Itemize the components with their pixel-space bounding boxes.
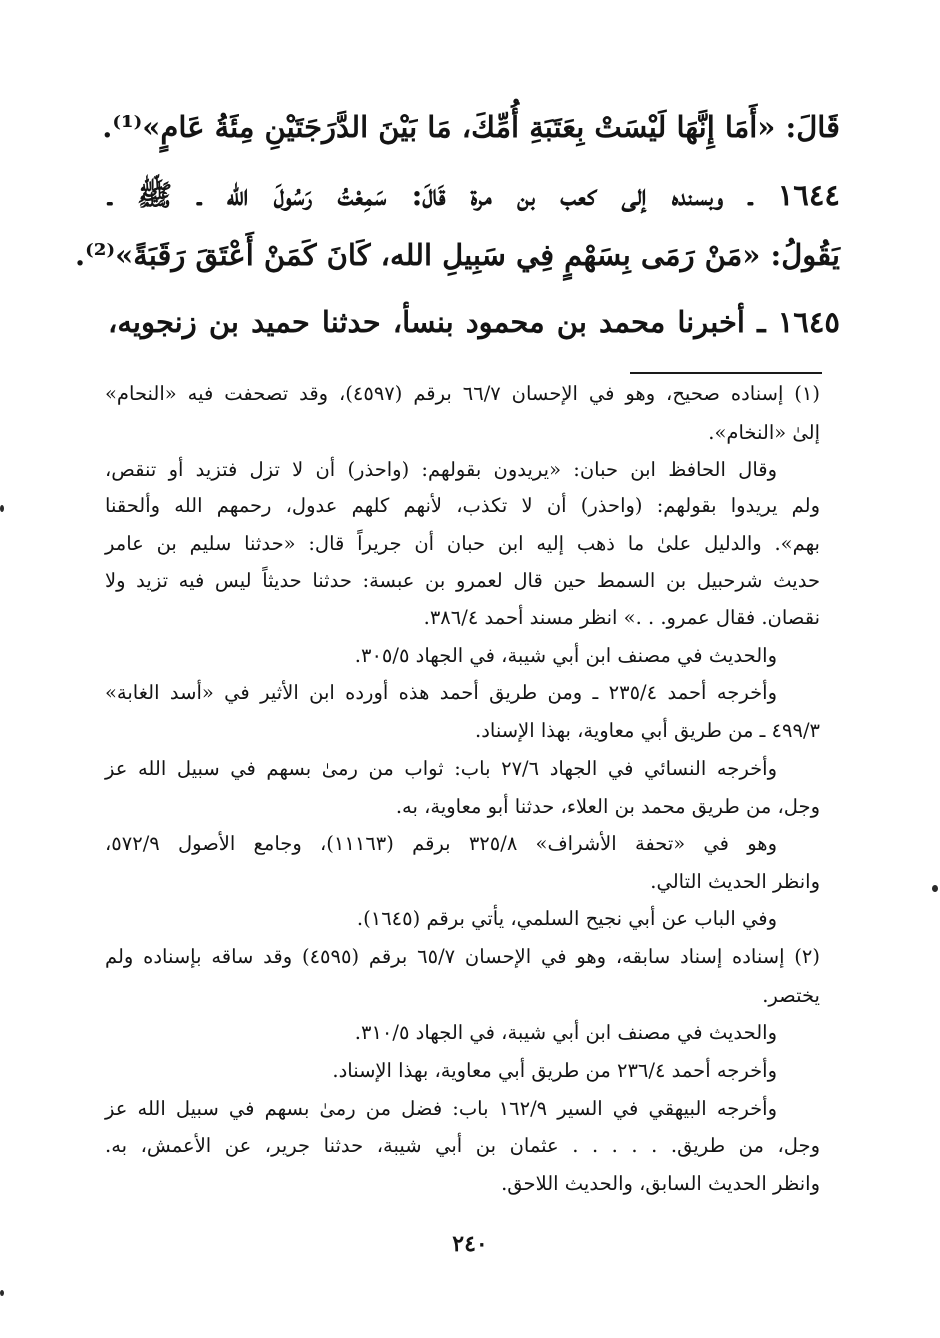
footnote-line: وجل، من طريق محمد بن العلاء، حدثنا أبو معاوية، به. bbox=[395, 795, 820, 818]
footnote-line: ولم يريدوا بقولهم: (واحذر) أن لا تكذب، لأنهم كلهم عدول، رحمهم الله وألحقنا bbox=[105, 494, 820, 517]
footnote-line: وانظر الحديث التالي. bbox=[650, 870, 820, 893]
hadith-1644-line: ١٦٤٤ ـ وبسنده إلى كعب بن مرة قَالَ: سَمِعْتُ رَسُولَ الله ـ ﷺ ـ bbox=[108, 178, 840, 212]
scan-mark bbox=[0, 1290, 4, 1296]
footnote-line: وهو في «تحفة الأشراف» ٣٢٥/٨ برقم (١١١٦٣)، وجامع الأصول ٥٧٢/٩، bbox=[105, 832, 777, 855]
page-number: ٢٤٠ bbox=[452, 1231, 488, 1257]
scan-mark bbox=[0, 505, 4, 512]
footnote-line: نقصان. فقال عمرو. . .» انظر مسند أحمد ٣٨٦/٤. bbox=[423, 606, 820, 629]
footnote-line: يختصر. bbox=[762, 984, 820, 1007]
scan-mark bbox=[932, 885, 938, 892]
footnote-line: بهم». والدليل علىٰ ما ذهب إليه ابن حبان أن جريراً قال: «حدثنا سليم بن عامر bbox=[105, 532, 820, 555]
footnote-line: وأخرجه البيهقي في السير ١٦٢/٩ باب: فضل من رمىٰ بسهم في سبيل الله عز bbox=[105, 1097, 777, 1120]
footnote-line: وانظر الحديث السابق، والحديث اللاحق. bbox=[501, 1172, 820, 1195]
footnote-line: وأخرجه أحمد ٢٣٦/٤ من طريق أبي معاوية، بهذا الإسناد. bbox=[332, 1059, 777, 1082]
footnote-2-line: (٢) إسناده إسناد سابقه، وهو في الإحسان ٦٥/٧ برقم (٤٥٩٥) وقد ساقه بإسناده ولم bbox=[105, 945, 821, 968]
footnote-line: ٤٩٩/٣ ـ من طريق أبي معاوية، بهذا الإسناد. bbox=[475, 719, 820, 742]
footnote-line: وفي الباب عن أبي نجيح السلمي، يأتي برقم (١٦٤٥). bbox=[356, 907, 777, 930]
footnote-1-line: (١) إسناده صحيح، وهو في الإحسان ٦٦/٧ برقم (٤٥٩٧)، وقد تصحفت فيه «النحام» bbox=[105, 382, 820, 405]
footnote-line: وأخرجه النسائي في الجهاد ٢٧/٦ باب: ثواب من رمىٰ بسهم في سبيل الله عز bbox=[105, 757, 777, 780]
footnote-line: وجل، من طريق. . . . . . عثمان بن أبي شيبة، حدثنا جرير، عن الأعمش، به. bbox=[105, 1134, 820, 1157]
footnote-line: والحديث في مصنف ابن أبي شيبة، في الجهاد ٣١٠/٥. bbox=[354, 1021, 777, 1044]
main-line-1: قَالَ: «أَمَا إِنَّهَا لَيْسَتْ بِعَتَبَةِ أُمِّكَ، مَا بَيْنَ الدَّرَجَتَيْنِ مِئَةُ عَامٍ»⁽¹⁾. bbox=[102, 110, 840, 144]
footnote-line: حديث شرحبيل بن السمط حين قال لعمرو بن عبسة: حدثنا حديثاً ليس فيه تزيد ولا bbox=[105, 569, 820, 592]
footnote-line: وأخرجه أحمد ٢٣٥/٤ ـ ومن طريق أحمد هذه أورده ابن الأثير في «أسد الغابة» bbox=[105, 681, 777, 704]
hadith-1645-line: ١٦٤٥ ـ أخبرنا محمد بن محمود بنسأ، حدثنا حميد بن زنجويه، bbox=[108, 305, 840, 339]
footnote-line: والحديث في مصنف ابن أبي شيبة، في الجهاد ٣٠٥/٥. bbox=[354, 644, 777, 667]
footnote-line: وقال الحافظ ابن حبان: «يريدون بقولهم: (واحذر) أن لا تزل فتزيد أو تنقص، bbox=[105, 458, 777, 481]
main-line-3: يَقُولُ: «مَنْ رَمَى بِسَهْمٍ فِي سَبِيلِ الله، كَانَ كَمَنْ أَعْتَقَ رَقَبَةً»⁽²⁾. bbox=[75, 238, 840, 272]
footnote-separator bbox=[630, 372, 822, 374]
footnote-line: إلىٰ «النخام». bbox=[708, 421, 820, 444]
